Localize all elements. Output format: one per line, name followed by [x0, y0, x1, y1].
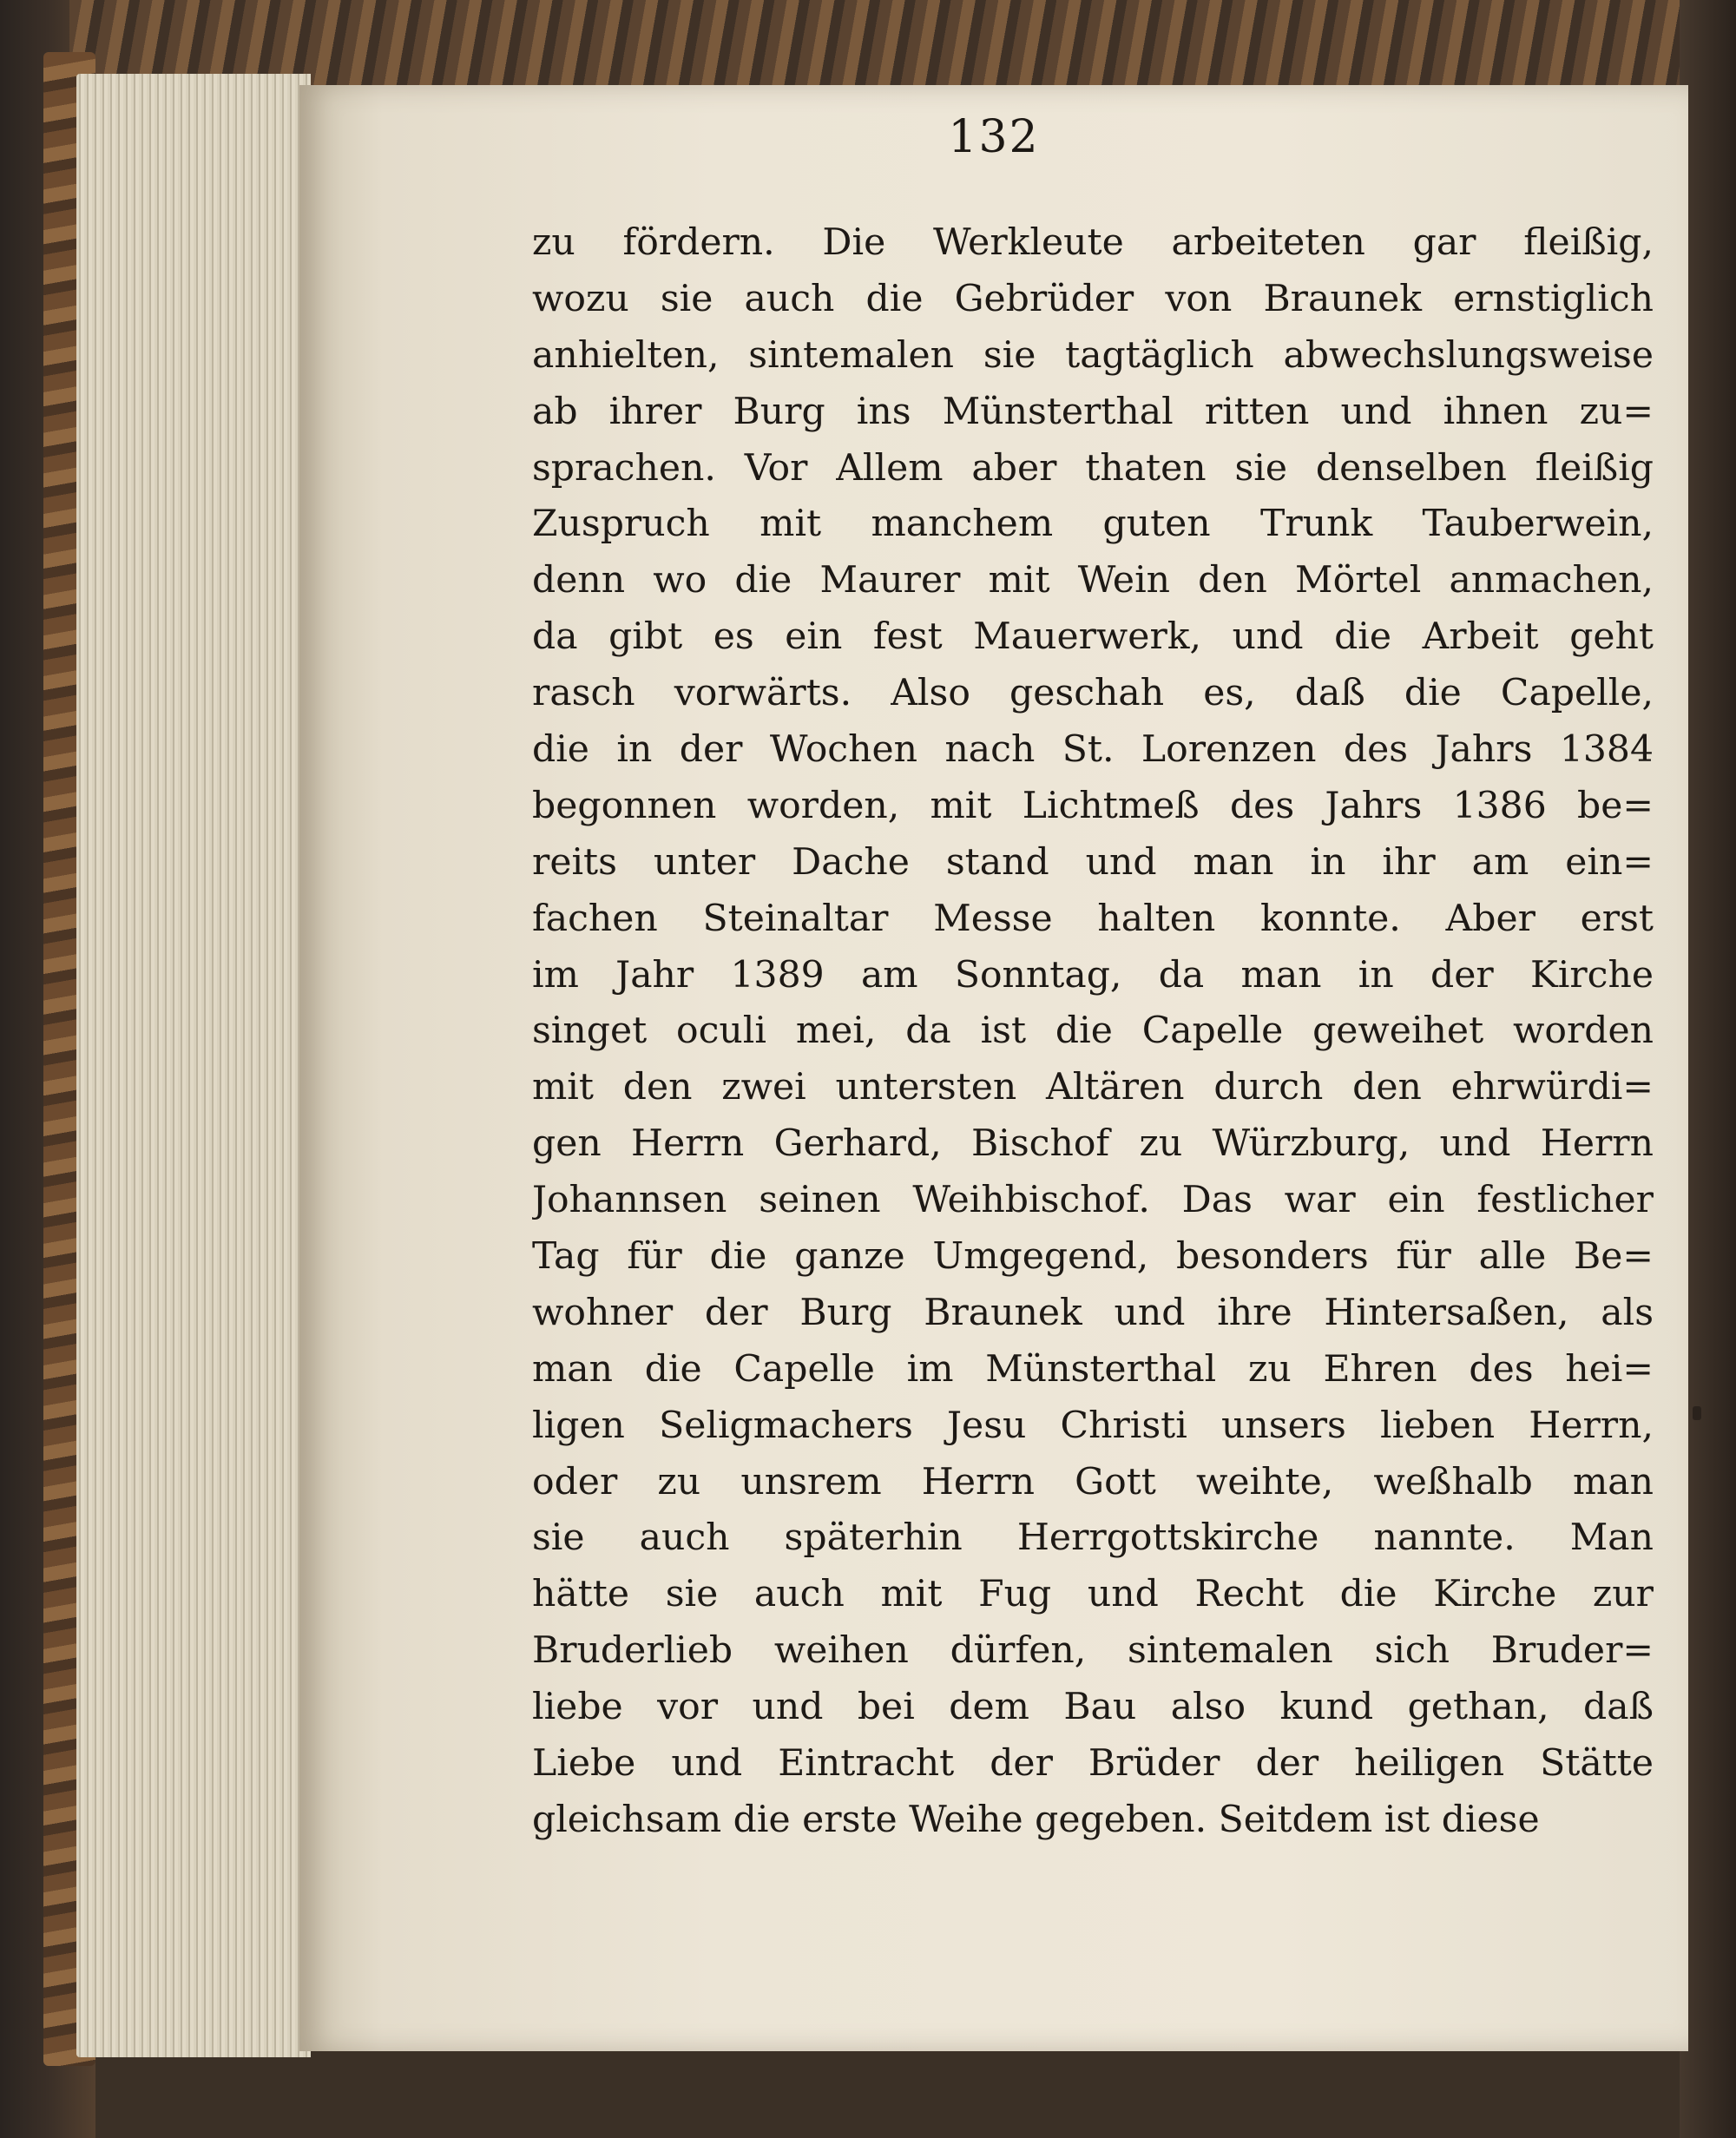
text-line: wozu sie auch die Gebrüder von Braunek ernstiglich [532, 277, 1654, 320]
book-cover-top-edge [69, 0, 1736, 91]
text-line: hätte sie auch mit Fug und Recht die Kirche zur [532, 1573, 1654, 1616]
text-line: Bruderlieb weihen dürfen, sintemalen sich Bruder= [532, 1629, 1654, 1673]
text-line: gen Herrn Gerhard, Bischof zu Würzburg, und Herrn [532, 1122, 1654, 1166]
text-line: wohner der Burg Braunek und ihre Hintersaßen, als [532, 1291, 1654, 1334]
text-line: man die Capelle im Münsterthal zu Ehren des hei= [532, 1347, 1654, 1391]
text-line: liebe vor und bei dem Bau also kund gethan, daß [532, 1686, 1654, 1729]
text-line: zu fördern. Die Werkleute arbeiteten gar fleißig, [532, 221, 1654, 264]
text-line: anhielten, sintemalen sie tagtäglich abwechslungsweise [532, 333, 1654, 377]
text-line: die in der Wochen nach St. Lorenzen des Jahrs 1384 [532, 728, 1654, 772]
page-text [532, 215, 1654, 1849]
text-line: Tag für die ganze Umgegend, besonders für alle Be= [532, 1235, 1654, 1279]
text-line: fachen Steinaltar Messe halten konnte. Aber erst [532, 897, 1654, 940]
text-line: da gibt es ein fest Mauerwerk, und die Arbeit geht [532, 615, 1654, 659]
book-page [299, 85, 1688, 2051]
text-line: singet oculi mei, da ist die Capelle geweihet worden [532, 1010, 1654, 1053]
text-line: reits unter Dache stand und man in ihr am ein= [532, 840, 1654, 884]
text-line: mit den zwei untersten Altären durch den ehrwürdi= [532, 1066, 1654, 1109]
text-line: sie auch späterhin Herrgottskirche nannte. Man [532, 1516, 1654, 1560]
text-line: Zuspruch mit manchem guten Trunk Tauberwein, [532, 503, 1654, 546]
text-line: oder zu unsrem Herrn Gott weihte, weßhalb man [532, 1460, 1654, 1503]
text-line: rasch vorwärts. Also geschah es, daß die Capelle, [532, 672, 1654, 715]
page-number: 132 [948, 111, 1040, 163]
text-line: begonnen worden, mit Lichtmeß des Jahrs 1386 be= [532, 784, 1654, 827]
text-line: Johannsen seinen Weihbischof. Das war ein festlicher [532, 1179, 1654, 1222]
text-line: Liebe und Eintracht der Brüder der heiligen Stätte [532, 1742, 1654, 1786]
text-line: ab ihrer Burg ins Münsterthal ritten und ihnen zu= [532, 390, 1654, 433]
text-line: im Jahr 1389 am Sonntag, da man in der Kirche [532, 953, 1654, 997]
text-line: ligen Seligmachers Jesu Christi unsers lieben Herrn, [532, 1404, 1654, 1447]
page-mark [1693, 1406, 1701, 1420]
text-line: sprachen. Vor Allem aber thaten sie denselben fleißig [532, 446, 1654, 490]
text-line: gleichsam die erste Weihe gegeben. Seitdem ist diese [532, 1798, 1540, 1841]
page-stack-edges [76, 74, 311, 2057]
text-line: denn wo die Maurer mit Wein den Mörtel anmachen, [532, 559, 1654, 602]
